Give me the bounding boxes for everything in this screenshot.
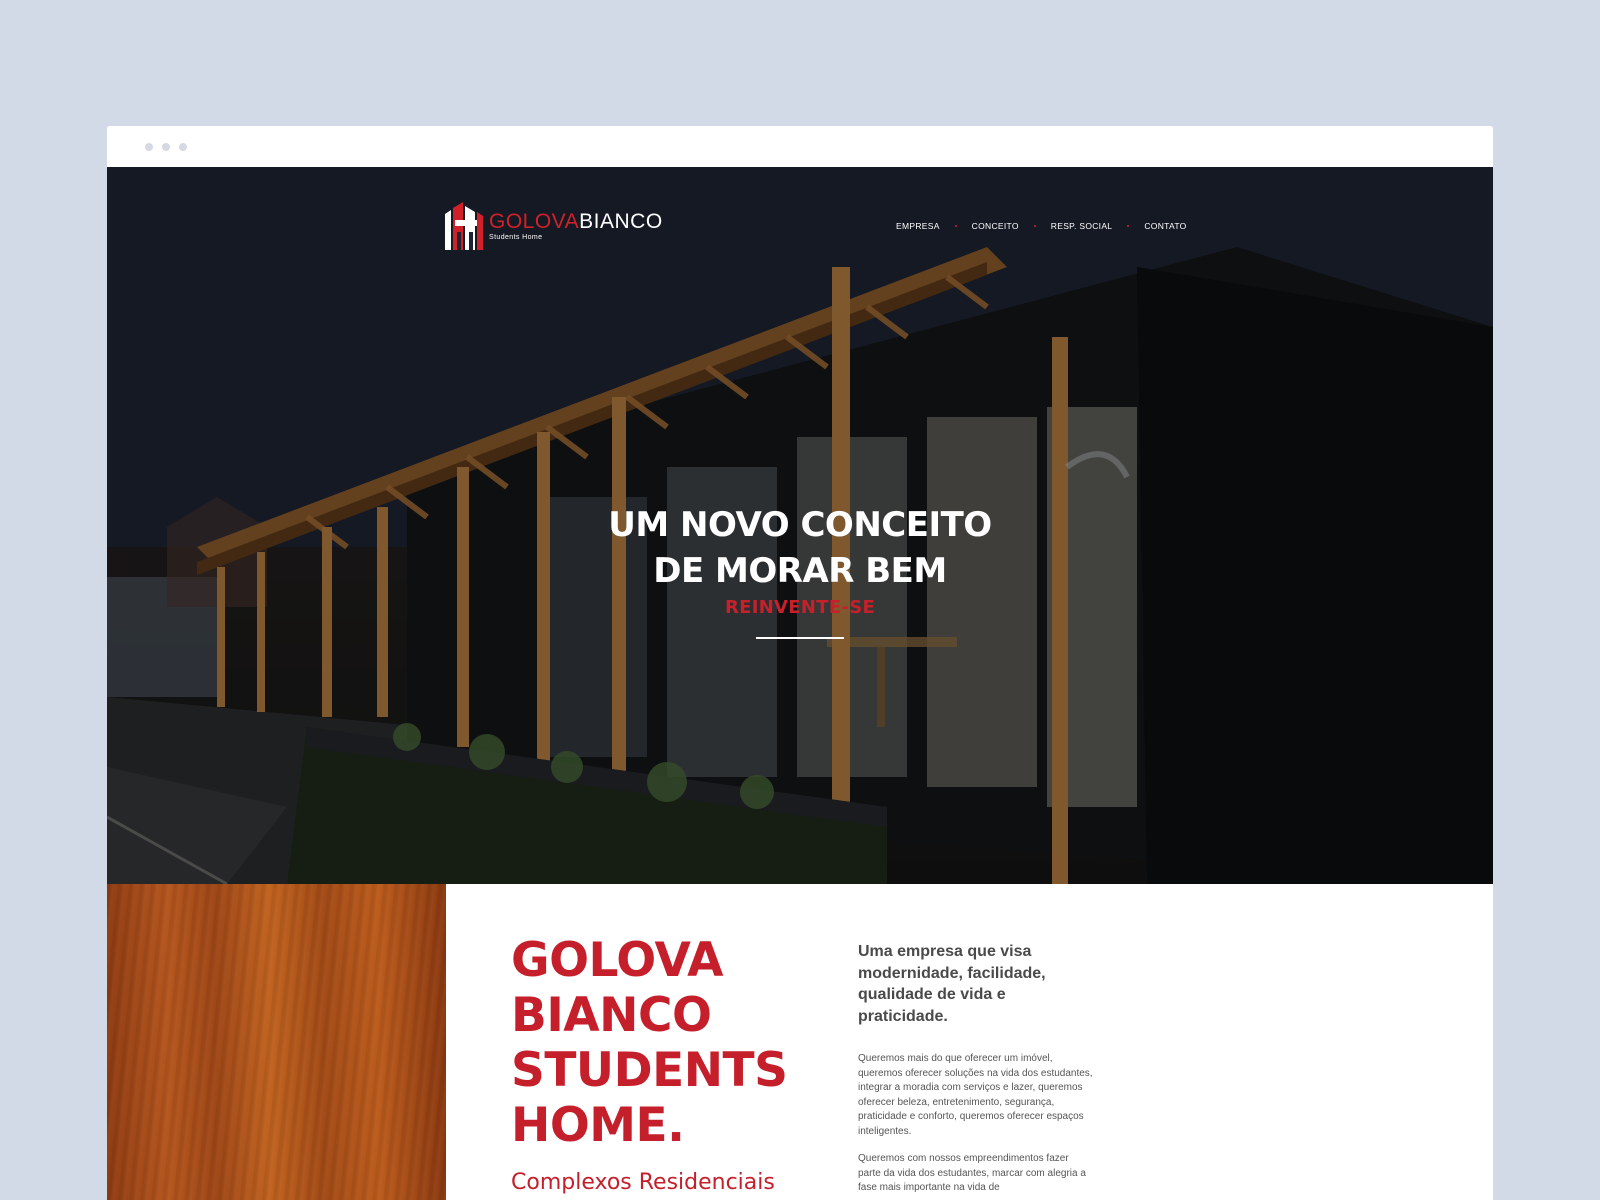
window-dot-icon[interactable] [162,143,170,151]
hero-headline-block [107,502,1493,639]
logo-wordmark: GOLOVABIANCO [489,210,663,233]
hero-title-line2: DE MORAR BEM [653,551,947,591]
window-controls [145,143,187,151]
hero-subtitle: REINVENTE-SE [724,597,876,618]
about-lead-text: Uma empresa que visa modernidade, facilidade, qualidade de vida e praticidade. [858,943,1046,1025]
about-title: GOLOVA BIANCO STUDENTS HOME. [511,933,788,1153]
main-nav [896,221,1187,231]
browser-toolbar [107,126,1493,167]
browser-window [107,126,1493,1200]
nav-item-contato[interactable]: CONTATO [1144,221,1187,231]
nav-separator-dot [955,225,957,227]
hero-divider [756,637,844,639]
nav-separator-dot [1034,225,1036,227]
nav-item-resp-social[interactable]: RESP. SOCIAL [1050,221,1113,231]
about-subtitle: Complexos Residenciais [511,1170,775,1195]
nav-separator-dot [1127,225,1129,227]
nav-item-conceito[interactable]: CONCEITO [971,221,1019,231]
about-section [107,884,1493,1200]
window-dot-icon[interactable] [145,143,153,151]
hero-section [107,167,1493,884]
wood-texture-image [107,884,446,1200]
brand-logo[interactable] [445,202,663,250]
window-dot-icon[interactable] [179,143,187,151]
about-paragraph-2: Queremos com nossos empreendimentos fazer parte da vida dos estudantes, marcar com alegria a fase mais importante na vida de [858,1153,1086,1193]
logo-tagline: Students Home [489,234,543,241]
about-paragraph-1: Queremos mais do que oferecer um imóvel, queremos oferecer soluções na vida dos estudantes, integrar a moradia com serviços e lazer, queremos oferecer beleza, entretenimento, segurança, praticidade e conforto, queremos oferecer espaços inteligentes. [858,1053,1093,1137]
nav-item-empresa[interactable]: EMPRESA [896,221,940,231]
logo-building-icon [445,202,483,250]
hero-title-line1: UM NOVO CONCEITO [608,505,992,545]
